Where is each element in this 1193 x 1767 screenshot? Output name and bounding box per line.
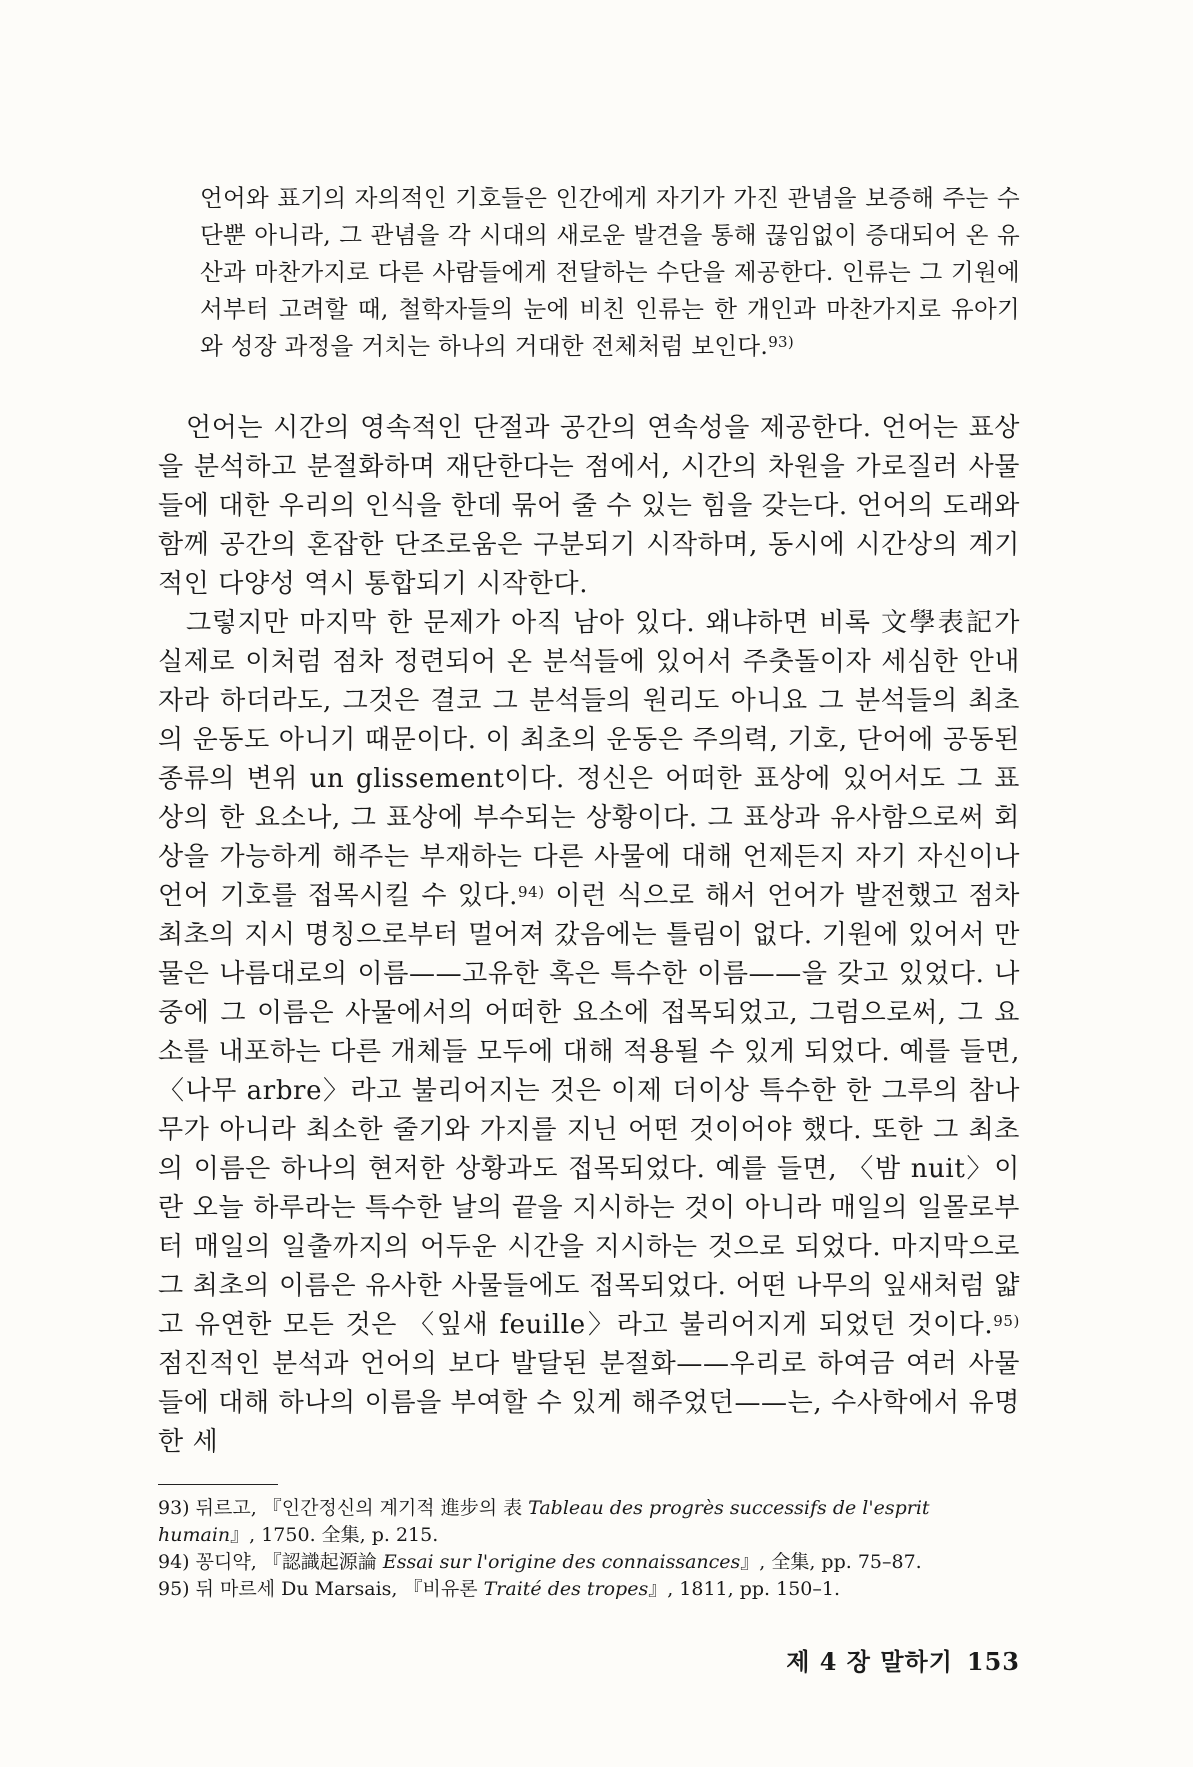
page-body [158,180,1020,1603]
footnote-number: 93) [158,1497,190,1519]
footnote-title: Essai sur l'origine des connaissances [382,1551,741,1573]
footnotes [158,1495,1020,1603]
footnote-93 [158,1495,1020,1549]
paragraph-2-part-a: 그렇지만 마지막 한 문제가 아직 남아 있다. 왜냐하면 비록 文學表記가 실제로 이처럼 점차 정련되어 온 분석들에 있어서 주춧돌이자 세심한 안내자라 하더라도, 그것은 결코 그 분석들의 원리도 아니요 그 분석들의 최초의 운동도 아니기 때문이다. 이 최초의 운동은 주의력, 기호, 단어에 공동된 종류의 변위 un glissement이다. 정신은 어떠한 표상에 있어서도 그 표상의 한 요소나, 그 표상에 부수되는 상황이다. 그 표상과 유사함으로써 회상을 가능하게 해주는 부재하는 다른 사물에 대해 언제든지 자기 자신이나 언어 기호를 접목시킬 수 있다. [158,608,1020,911]
main-text [158,409,1020,1462]
footnote-text: 뒤 마르세 Du Marsais, 『비유론 [195,1578,484,1600]
quote-paragraph [200,180,1020,365]
footnote-title: Tableau des progrès successifs de l'esprit humain [158,1497,930,1546]
footnote-number: 95) [158,1578,190,1600]
block-quote [200,180,1020,365]
footnote-rest: 』, 1750. 全集, p. 215. [230,1524,439,1546]
footnote-ref-95: 95) [993,1312,1020,1330]
footnote-94 [158,1549,1020,1576]
paragraph-1: 언어는 시간의 영속적인 단절과 공간의 연속성을 제공한다. 언어는 표상을 분석하고 분절화하며 재단한다는 점에서, 시간의 차원을 가로질러 사물들에 대한 우리의 인식을 한데 묶어 줄 수 있는 힘을 갖는다. 언어의 도래와 함께 공간의 혼잡한 단조로움은 구분되기 시작하며, 동시에 시간상의 계기적인 다양성 역시 통합되기 시작한다. [158,413,1020,599]
footnote-number: 94) [158,1551,190,1573]
footnote-95 [158,1576,1020,1603]
paragraph-2 [158,604,1020,1462]
page-number: 153 [966,1647,1020,1676]
footnote-title: Traité des tropes [483,1578,649,1600]
quote-text: 언어와 표기의 자의적인 기호들은 인간에게 자기가 가진 관념을 보증해 주는 수단뿐 아니라, 그 관념을 각 시대의 새로운 발견을 통해 끊임없이 증대되어 온 유산과 마찬가지로 다른 사람들에게 전달하는 수단을 제공한다. 인류는 그 기원에서부터 고려할 때, 철학자들의 눈에 비친 인류는 한 개인과 마찬가지로 유아기와 성장 과정을 거치는 하나의 거대한 전체처럼 보인다. [200,184,1020,360]
footnote-text: 뒤르고, 『인간정신의 계기적 進步의 表 [195,1497,529,1519]
running-footer [772,1642,1020,1677]
footnote-text: 꽁디약, 『認識起源論 [195,1551,383,1573]
footnote-rest: 』, 全集, pp. 75–87. [740,1551,922,1573]
footnote-divider [158,1484,278,1485]
footnote-ref-93: 93) [768,333,795,351]
paragraph-2-part-c: 점진적인 분석과 언어의 보다 발달된 분절화——우리로 하여금 여러 사물들에 대해 하나의 이름을 부여할 수 있게 해주었던——는, 수사학에서 유명한 세 [158,1349,1020,1457]
chapter-title: 제 4 장 말하기 [786,1647,953,1676]
footnote-rest: 』, 1811, pp. 150–1. [648,1578,841,1600]
paragraph-2-part-b: 이런 식으로 해서 언어가 발전했고 점차 최초의 지시 명칭으로부터 멀어져 갔음에는 틀림이 없다. 기원에 있어서 만물은 나름대로의 이름——고유한 혹은 특수한 이름——을 갖고 있었다. 나중에 그 이름은 사물에서의 어떠한 요소에 접목되었고, 그럼으로써, 그 요소를 내포하는 다른 개체들 모두에 대해 적용될 수 있게 되었다. 예를 들면, 〈나무 arbre〉라고 불리어지는 것은 이제 더이상 특수한 한 그루의 참나무가 아니라 최소한 줄기와 가지를 지닌 어떤 것이어야 했다. 또한 그 최초의 이름은 하나의 현저한 상황과도 접목되었다. 예를 들면, 〈밤 nuit〉이란 오늘 하루라는 특수한 날의 끝을 지시하는 것이 아니라 매일의 일몰로부터 매일의 일출까지의 어두운 시간을 지시하는 것으로 되었다. 마지막으로 그 최초의 이름은 유사한 사물들에도 접목되었다. 어떤 나무의 잎새처럼 얇고 유연한 모든 것은 〈잎새 feuille〉라고 불리어지게 되었던 것이다. [158,881,1020,1340]
footnote-ref-94: 94) [517,883,545,901]
